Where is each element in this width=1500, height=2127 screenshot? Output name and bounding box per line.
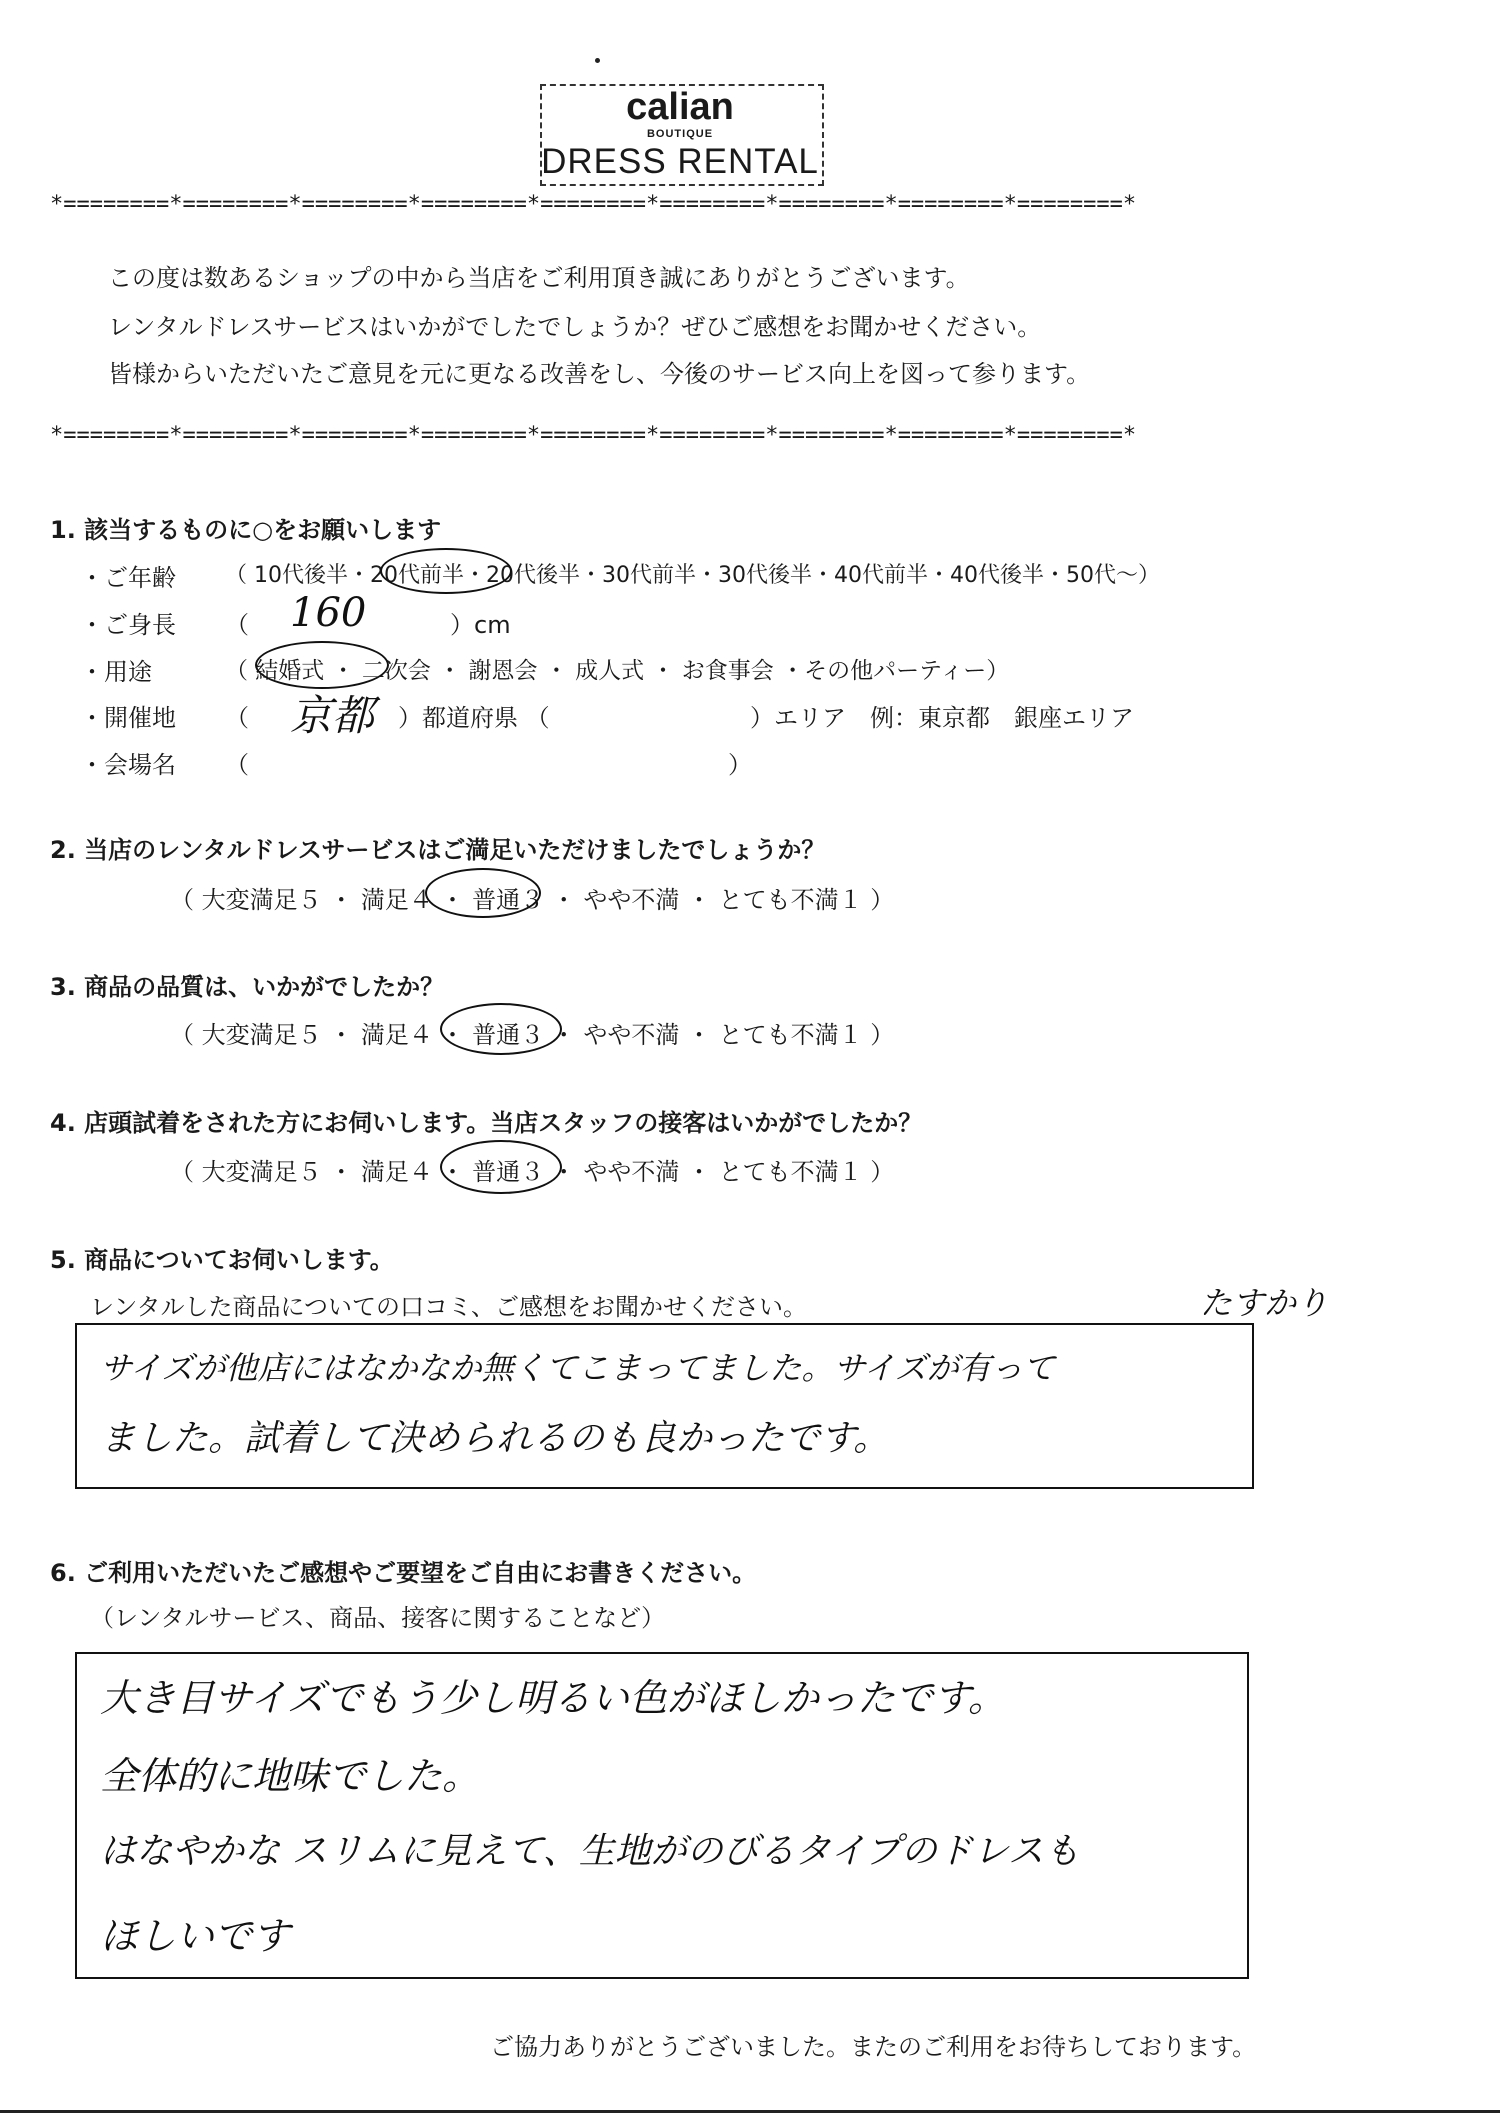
- venue-label: ・開催地: [80, 704, 176, 732]
- age-options: （ 10代後半・20代前半・20代後半・30代前半・30代後半・40代前半・40代後半・50代～）: [225, 563, 1160, 588]
- q6-answer-line-4: ほしいです: [100, 1914, 291, 1958]
- purpose-options: （ 結婚式 ・ 二次会 ・ 謝恩会 ・ 成人式 ・ お食事会 ・その他パーティー）: [225, 658, 1010, 684]
- scan-dot: [595, 58, 600, 63]
- q4-selection-circle: [440, 1140, 562, 1194]
- logo-dress-rental: DRESS RENTAL: [541, 142, 819, 181]
- venue-prefecture: ）都道府県 （: [398, 704, 550, 732]
- age-selection-circle: [380, 548, 512, 594]
- q5-answer-line-2: ました。試着して決められるのも良かったです。: [100, 1418, 890, 1459]
- height-unit: ）cm: [450, 611, 511, 639]
- closing-message: ご協力ありがとうございました。またのご利用をお待ちしております。: [490, 2033, 1257, 2061]
- intro-line-2: レンタルドレスサービスはいかがでしたでしょうか？ぜひご感想をお聞かせください。: [108, 313, 1042, 341]
- purpose-selection-circle: [255, 641, 389, 689]
- separator-bottom: *========*========*========*========*========*========*========*========*========*: [50, 423, 1137, 448]
- intro-line-3: 皆様からいただいたご意見を元に更なる改善をし、今後のサービス向上を図って参ります。: [108, 360, 1091, 388]
- q3-selection-circle: [440, 1003, 562, 1055]
- q5-answer-line-1: サイズが他店にはなかなか無くてこまってました。サイズが有って: [100, 1349, 1055, 1387]
- q3-scale: （ 大変満足５ ・ 満足４ ・ 普通３ ・ やや不満 ・ とても不満１ ）: [170, 1021, 895, 1049]
- q4-scale: （ 大変満足５ ・ 満足４ ・ 普通３ ・ やや不満 ・ とても不満１ ）: [170, 1158, 895, 1186]
- q5-inserted-text: たすかり: [1200, 1284, 1329, 1322]
- q1-title: 1. 該当するものに○をお願いします: [50, 516, 442, 544]
- scan-edge-line: [0, 2110, 1500, 2113]
- q4-title: 4. 店頭試着をされた方にお伺いします。当店スタッフの接客はいかがでしたか？: [50, 1109, 923, 1137]
- q5-title: 5. 商品についてお伺いします。: [50, 1246, 394, 1274]
- hall-open-paren: （: [225, 751, 249, 779]
- height-open-paren: （: [225, 611, 249, 639]
- purpose-label: ・用途: [80, 658, 152, 686]
- height-value: 160: [290, 590, 367, 636]
- q6-subtitle: （レンタルサービス、商品、接客に関することなど）: [90, 1604, 666, 1632]
- q3-title: 3. 商品の品質は、いかがでしたか？: [50, 973, 445, 1001]
- q2-title: 2. 当店のレンタルドレスサービスはご満足いただけましたでしょうか？: [50, 836, 826, 864]
- q5-subtitle: レンタルした商品についての口コミ、ご感想をお聞かせください。: [90, 1293, 807, 1321]
- q6-answer-line-1: 大き目サイズでもう少し明るい色がほしかったです。: [100, 1676, 1006, 1720]
- q6-title: 6. ご利用いただいたご感想やご要望をご自由にお書きください。: [50, 1559, 757, 1587]
- hall-label: ・会場名: [80, 751, 176, 779]
- height-label: ・ご身長: [80, 611, 176, 639]
- hall-close-paren: ）: [728, 751, 752, 779]
- q2-scale: （ 大変満足５ ・ 満足４ ・ 普通３ ・ やや不満 ・ とても不満１ ）: [170, 886, 895, 914]
- venue-value: 京都: [290, 691, 375, 740]
- intro-line-1: この度は数あるショップの中から当店をご利用頂き誠にありがとうございます。: [108, 264, 970, 292]
- venue-area: ）エリア 例：東京都 銀座エリア: [750, 704, 1134, 732]
- age-label: ・ご年齢: [80, 564, 176, 592]
- logo-subtitle: BOUTIQUE: [646, 128, 714, 140]
- q2-selection-circle: [425, 868, 541, 918]
- q6-answer-line-2: 全体的に地味でした。: [100, 1754, 481, 1798]
- venue-open-paren: （: [225, 704, 249, 732]
- q6-answer-line-3: はなやかな スリムに見えて、生地がのびるタイプのドレスも: [100, 1831, 1080, 1872]
- logo-brand-name: calian: [626, 86, 734, 128]
- separator-top: *========*========*========*========*========*========*========*========*========*: [50, 192, 1137, 217]
